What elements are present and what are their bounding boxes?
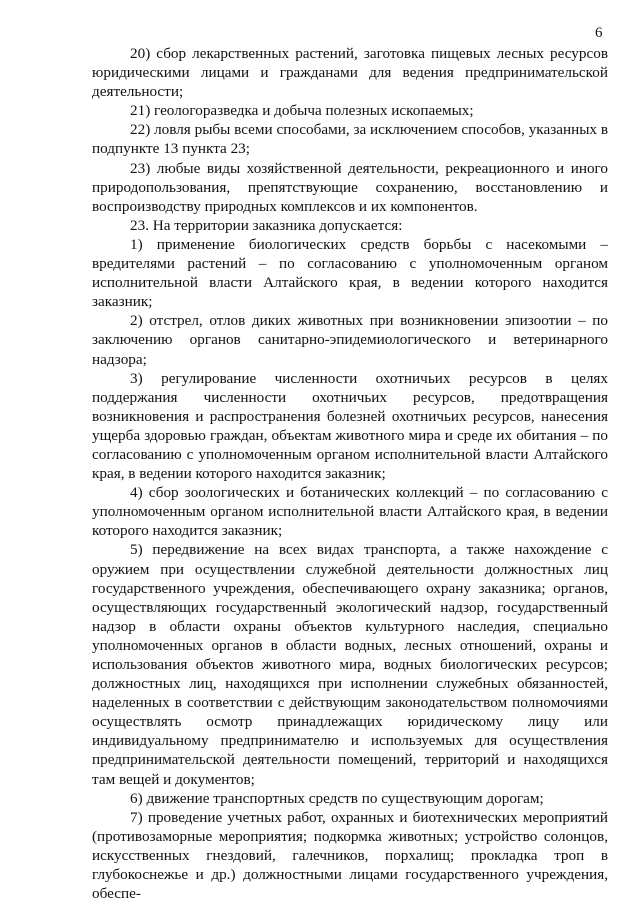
paragraph-item-22: 22) ловля рыбы всеми способами, за исключением способов, указанных в подпункте 13 пункта 23;	[92, 121, 608, 158]
paragraph-allowed-2: 2) отстрел, отлов диких животных при возникновении эпизоотии – по заключению органов санитарно-эпидемиологического и ветеринарного надзора;	[92, 312, 608, 368]
document-body	[92, 44, 608, 903]
paragraph-item-23: 23) любые виды хозяйственной деятельности, рекреационного и иного природопользования, препятствующие сохранению, восстановлению и воспроизводству природных комплексов и их компонентов.	[92, 159, 608, 215]
section-heading-23: 23. На территории заказника допускается:	[130, 216, 403, 234]
paragraph-allowed-1: 1) применение биологических средств борьбы с насекомыми – вредителями растений – по согласованию с уполномоченным органом исполнительной власти Алтайского края, в ведении которого находится заказник;	[92, 235, 608, 311]
paragraph-allowed-4: 4) сбор зоологических и ботанических коллекций – по согласованию с уполномоченным органом исполнительной власти Алтайского края, в ведении которого находится заказник;	[92, 484, 608, 540]
paragraph-allowed-6: 6) движение транспортных средств по существующим дорогам;	[130, 789, 544, 807]
paragraph-allowed-7: 7) проведение учетных работ, охранных и биотехнических мероприятий (противозаморные мероприятия; подкормка животных; устройство солонцов, искусственных гнездовий, галечников, порхалищ; прокладка троп в глубокоснежье и др.) должностными лицами государственного учреждения, обеспе-	[92, 808, 608, 903]
paragraph-allowed-3: 3) регулирование численности охотничьих ресурсов в целях поддержания численности охотничьих ресурсов, предотвращения возникновения и распространения болезней охотничьих ресурсов, нанесения ущерба здоровью граждан, объектам животного мира и среде их обитания – по согласованию с уполномоченным органом исполнительной власти Алтайского края, в ведении которого находится заказник;	[92, 369, 608, 483]
paragraph-allowed-5: 5) передвижение на всех видах транспорта, а также нахождение с оружием при осуществлении служебной деятельности должностных лиц государственного учреждения, обеспечивающего охрану заказника; органов, осуществляющих государственный экологический надзор, государственный надзор в области охраны объектов культурного наследия, специально уполномоченных органов в области водных, лесных отношений, охраны и использования объектов животного мира, водных биологических ресурсов; должностных лиц, находящихся при исполнении служебных обязанностей, наделенных в соответствии с действующим законодательством полномочиями осуществлять осмотр принадлежащих юридическому лицу или индивидуальному предпринимателю и используемых для осуществления предпринимательской деятельности помещений, территорий и находящихся там вещей и документов;	[92, 541, 608, 788]
paragraph-item-20: 20) сбор лекарственных растений, заготовка пищевых лесных ресурсов юридическими лицами и гражданами для ведения предпринимательской деятельности;	[92, 45, 608, 101]
page-number: 6	[595, 25, 603, 41]
paragraph-item-21: 21) геологоразведка и добыча полезных ископаемых;	[130, 102, 474, 120]
